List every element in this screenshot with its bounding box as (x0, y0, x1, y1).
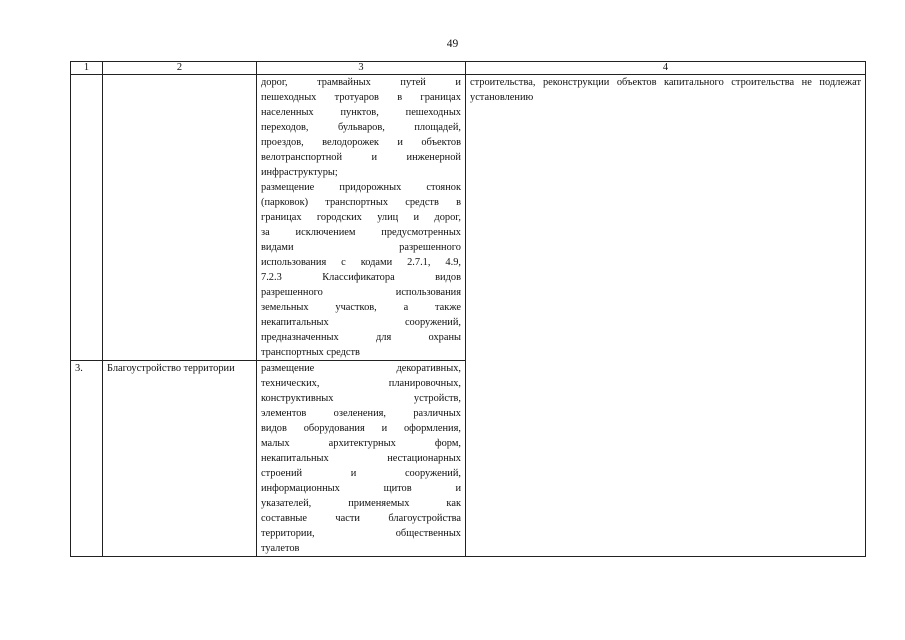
description-line: (парковок) транспортных средств в (261, 197, 461, 208)
row-number-cell: 3. (71, 361, 103, 557)
row-description-cell (257, 361, 466, 557)
description-line: составные части благоустройства (261, 513, 461, 524)
description-line: пешеходных тротуаров в границах (261, 92, 461, 103)
description-line: размещение декоративных, (261, 363, 461, 374)
description-line: земельных участков, а также (261, 302, 461, 313)
row-number-cell (71, 75, 103, 361)
table-header-row (71, 62, 866, 75)
description-line: за исключением предусмотренных (261, 227, 461, 238)
row-name-cell: Благоустройство территории (103, 361, 257, 557)
description-line: указателей, применяемых как (261, 498, 461, 509)
description-line: строений и сооружений, (261, 468, 461, 479)
description-line: переходов, бульваров, площадей, (261, 122, 461, 133)
description-line: велотранспортной и инженерной (261, 152, 461, 163)
description-line: размещение придорожных стоянок (261, 182, 461, 193)
table-row (71, 75, 866, 361)
header-cell-1: 1 (71, 62, 103, 75)
description-line: 7.2.3 Классификатора видов (261, 272, 461, 283)
regulations-table (70, 61, 866, 557)
header-cell-2: 2 (103, 62, 257, 75)
description-line: границах городских улиц и дорог, (261, 212, 461, 223)
description-line: некапитальных сооружений, (261, 317, 461, 328)
description-line: видами разрешенного (261, 242, 461, 253)
description-line: информационных щитов и (261, 483, 461, 494)
description-line: разрешенного использования (261, 287, 461, 298)
description-line: некапитальных нестационарных (261, 453, 461, 464)
description-line: дорог, трамвайных путей и (261, 77, 461, 88)
description-line: проездов, велодорожек и объектов (261, 137, 461, 148)
description-line: использования с кодами 2.7.1, 4.9, (261, 257, 461, 268)
header-cell-3: 3 (257, 62, 466, 75)
header-cell-4: 4 (466, 62, 866, 75)
description-line: малых архитектурных форм, (261, 438, 461, 449)
description-line: видов оборудования и оформления, (261, 423, 461, 434)
description-line: туалетов (261, 543, 300, 554)
description-line: населенных пунктов, пешеходных (261, 107, 461, 118)
description-line: предназначенных для охраны (261, 332, 461, 343)
description-line: территории, общественных (261, 528, 461, 539)
description-line: элементов озеленения, различных (261, 408, 461, 419)
page-number: 49 (446, 38, 459, 50)
description-line: конструктивных устройств, (261, 393, 461, 404)
description-line: инфраструктуры; (261, 167, 338, 178)
description-line: транспортных средств (261, 347, 360, 358)
row-name-cell (103, 75, 257, 361)
description-line: технических, планировочных, (261, 378, 461, 389)
row-params-cell: строительства, реконструкции объектов капитального строительства не подлежат установлению (466, 75, 866, 557)
row-description-cell (257, 75, 466, 361)
